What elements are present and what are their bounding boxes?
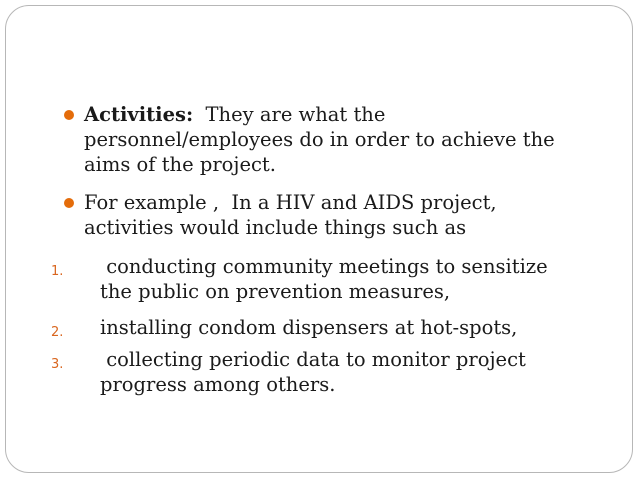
bullet-text [84,102,584,177]
numbered-line: progress among others. [100,373,336,396]
bullet-line: personnel/employees do in order to achieve the [84,128,555,151]
list-number: 1. [51,264,64,279]
bullet-text [84,190,584,240]
bullet-line: For example , In a HIV and AIDS project, [84,191,497,214]
bullet-bold-term: Activities: [84,103,194,126]
numbered-line: the public on prevention measures, [100,280,451,303]
numbered-line: collecting periodic data to monitor project [100,348,526,371]
numbered-text [100,315,600,340]
bullet-line: Activities: They are what the [84,103,386,126]
bullet-dot-icon [64,198,74,208]
bullet-dot-icon [64,110,74,120]
numbered-text [100,347,600,397]
list-number: 3. [51,357,64,372]
numbered-line: installing condom dispensers at hot-spots, [100,316,518,339]
numbered-text [100,254,600,304]
list-number: 2. [51,325,64,340]
bullet-line: activities would include things such as [84,216,467,239]
bullet-line: aims of the project. [84,153,276,176]
numbered-line: conducting community meetings to sensitize [100,255,548,278]
